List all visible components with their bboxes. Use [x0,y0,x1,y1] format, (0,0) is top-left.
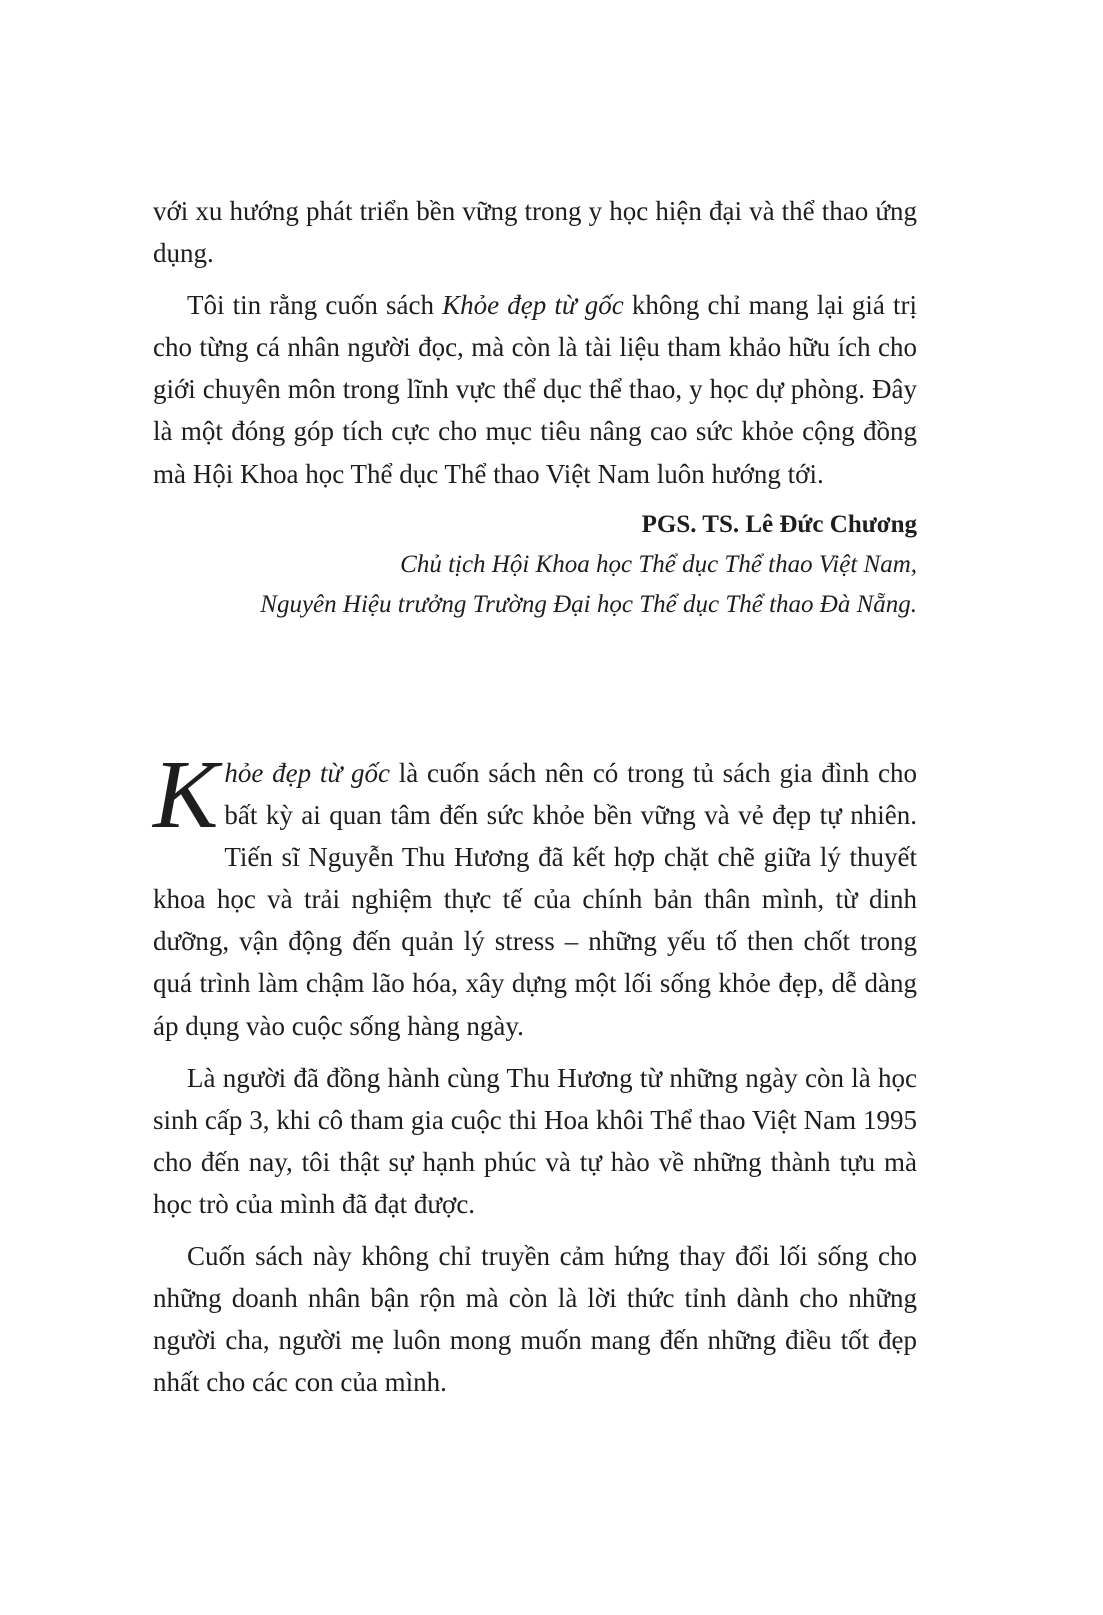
book-title-italic: Khỏe đẹp từ gốc [442,290,624,321]
signature-role-2: Nguyên Hiệu trưởng Trường Đại học Thể dục Thể thao Đà Nẵng. [260,590,917,618]
paragraph-inspiration: Cuốn sách này không chỉ truyền cảm hứng thay đổi lối sống cho những doanh nhân bận rộn mà còn là lời thức tỉnh dành cho những người cha, người mẹ luôn mong muốn mang đến những điều tốt đẹp nhất cho các con của mình. [153,1241,917,1398]
paragraph-companion: Là người đã đồng hành cùng Thu Hương từ những ngày còn là học sinh cấp 3, khi cô tham gia cuộc thi Hoa khôi Thể thao Việt Nam 1995 cho đến nay, tôi thật sự hạnh phúc và tự hào về những thành tựu mà học trò của mình đã đạt được. [153,1062,917,1219]
paragraph-text: không chỉ mang lại giá trị cho từng cá nhân người đọc, mà còn là tài liệu tham khảo hữu ích cho giới chuyên môn trong lĩnh vực thể dục thể thao, y học dự phòng. Đây là một đóng góp tích cực cho mục tiêu nâng cao sức khỏe cộng đồng mà Hội Khoa học Thể dục Thể thao Việt Nam luôn hướng tới. [153,290,917,489]
foreword-section-1 [153,190,917,625]
drop-cap-letter: K [153,741,219,849]
foreword-section-2 [153,741,917,1403]
paragraph-book-value [153,284,917,494]
paragraph-text: với xu hướng phát triển bền vững trong y học hiện đại và thể thao ứng dụng. [153,196,917,269]
book-title-italic: hỏe đẹp từ gốc [224,758,390,788]
signature-name: PGS. TS. Lê Đức Chương [641,510,917,538]
paragraph-intro [153,741,917,1047]
paragraph-text: Tôi tin rằng cuốn sách [187,290,443,321]
paragraph-continuation [153,190,917,274]
signature-role-1: Chủ tịch Hội Khoa học Thể dục Thể thao Việt Nam, [400,550,917,578]
paragraph-text: là cuốn sách nên có trong tủ sách gia đình cho bất kỳ ai quan tâm đến sức khỏe bền vững và vẻ đẹp tự nhiên. Tiến sĩ Nguyễn Thu Hương đã kết hợp chặt chẽ giữa lý thuyết khoa học và trải nghiệm thực tế của chính bản thân mình, từ dinh dưỡng, vận động đến quản lý stress – những yếu tố then chốt trong quá trình làm chậm lão hóa, xây dựng một lối sống khỏe đẹp, dễ dàng áp dụng vào cuộc sống hàng ngày. [153,758,917,1041]
